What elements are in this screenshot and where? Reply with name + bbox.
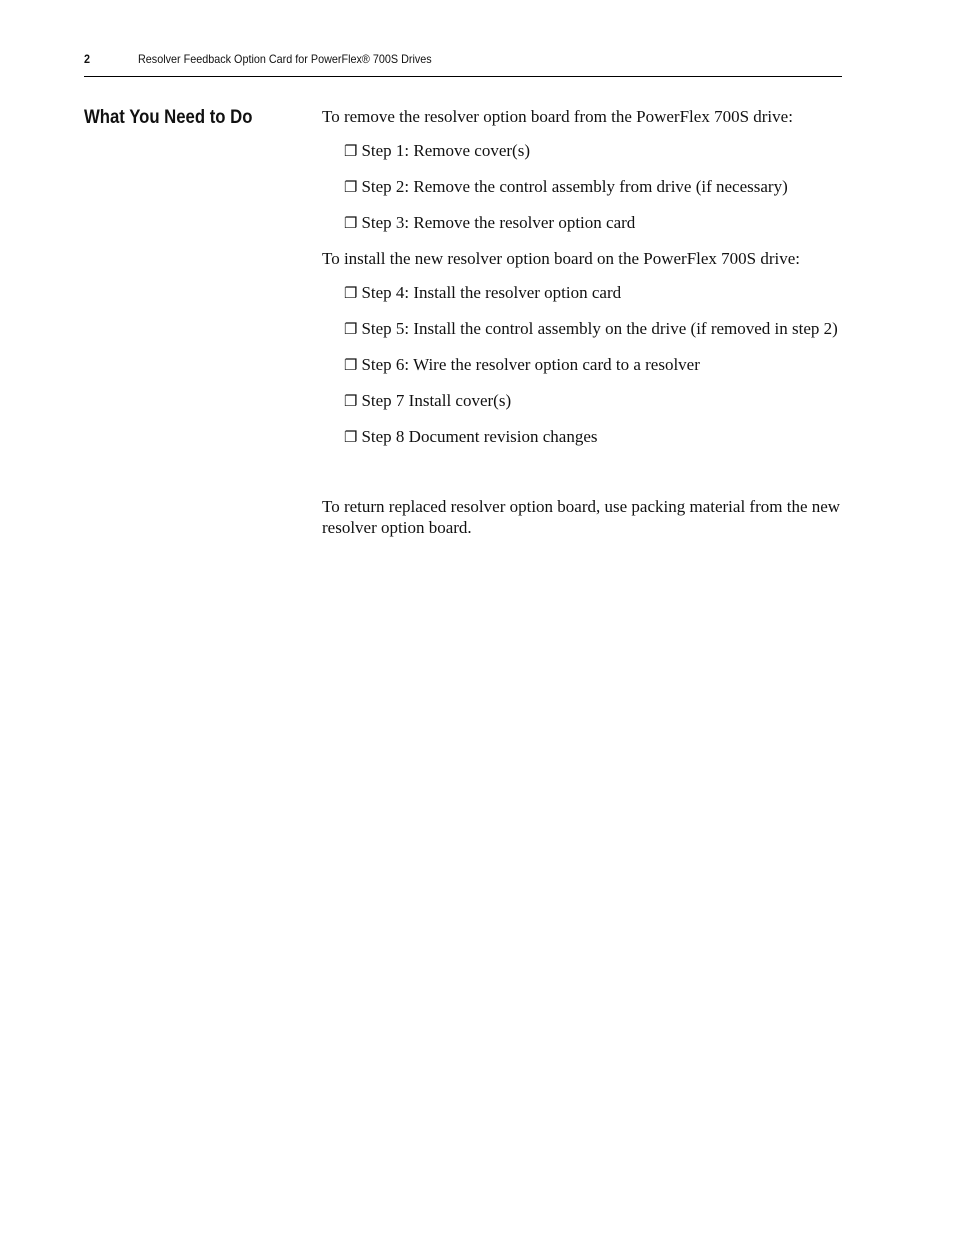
step-text: Step 5: Install the control assembly on the drive (if removed in step 2) xyxy=(361,319,838,338)
step-text: Step 7 Install cover(s) xyxy=(361,391,512,410)
remove-intro: To remove the resolver option board from the PowerFlex 700S drive: xyxy=(322,107,793,126)
checklist-item-step-3 xyxy=(322,212,852,248)
step-text: Step 3: Remove the resolver option card xyxy=(361,213,636,232)
step-text: Step 1: Remove cover(s) xyxy=(361,141,530,160)
checklist-item-step-4 xyxy=(322,282,852,318)
checkbox-icon: ❐ xyxy=(344,144,358,160)
checklist-item-step-5 xyxy=(322,318,852,354)
running-title: Resolver Feedback Option Card for PowerFlex® 700S Drives xyxy=(138,52,432,66)
page-number: 2 xyxy=(84,52,91,66)
checkbox-icon: ❐ xyxy=(344,394,358,410)
checkbox-icon: ❐ xyxy=(344,430,358,446)
checkbox-icon: ❐ xyxy=(344,286,358,302)
step-text: Step 2: Remove the control assembly from drive (if necessary) xyxy=(361,177,788,196)
checklist-item-step-6 xyxy=(322,354,852,390)
checklist-item-step-8 xyxy=(322,426,852,462)
checklist-item-step-1 xyxy=(322,140,852,176)
step-text: Step 4: Install the resolver option card xyxy=(361,283,622,302)
page-header xyxy=(84,52,842,77)
checkbox-icon: ❐ xyxy=(344,322,358,338)
checkbox-icon: ❐ xyxy=(344,180,358,196)
closing-paragraph: To return replaced resolver option board, use packing material from the new resolver option board. xyxy=(322,497,841,537)
section-body xyxy=(322,106,852,538)
section-heading: What You Need to Do xyxy=(84,107,253,128)
install-intro: To install the new resolver option board on the PowerFlex 700S drive: xyxy=(322,249,801,268)
checkbox-icon: ❐ xyxy=(344,216,358,232)
step-text: Step 8 Document revision changes xyxy=(361,427,598,446)
checkbox-icon: ❐ xyxy=(344,358,358,374)
checklist-item-step-2 xyxy=(322,176,852,212)
checklist-item-step-7 xyxy=(322,390,852,426)
step-text: Step 6: Wire the resolver option card to a resolver xyxy=(361,355,700,374)
